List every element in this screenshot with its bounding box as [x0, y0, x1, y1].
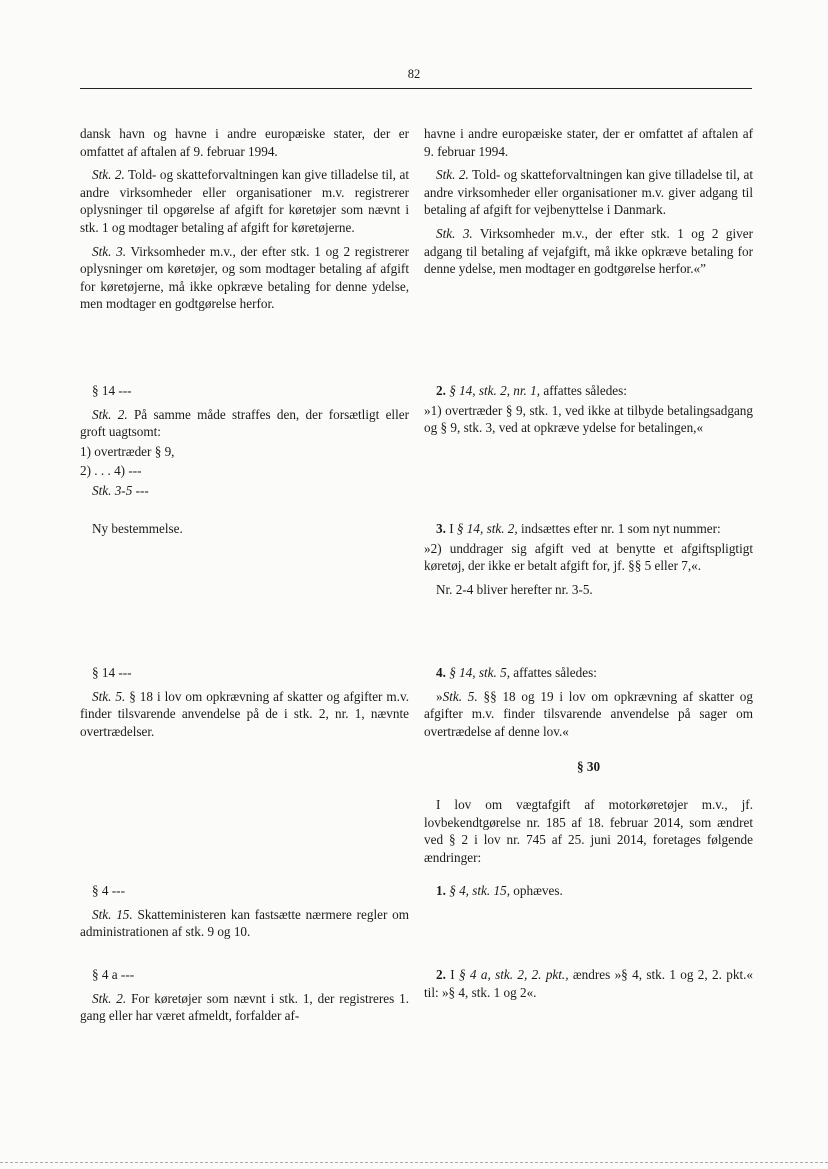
amendment-number: 2. — [436, 383, 446, 398]
left-paragraph-stk2 — [80, 166, 409, 236]
left-paragraph: Ny bestemmelse. — [92, 521, 183, 536]
right-paragraph: havne i andre europæiske stater, der er omfattet af aftalen af 9. februar 1994. — [424, 126, 753, 159]
paragraph-text: På samme måde straffes den, der forsætligt eller groft uagtsomt: — [80, 406, 410, 440]
right-paragraph-stk3 — [424, 225, 753, 278]
stk-label: Stk. 5. — [92, 688, 126, 704]
amendment-note: Nr. 2-4 bliver herefter nr. 3-5. — [436, 581, 593, 597]
amendment-number: 2. — [436, 967, 446, 982]
stk-label: Stk. 5. — [442, 688, 478, 704]
right-block-amendment-30-2 — [424, 966, 753, 1001]
paragraph-text: For køretøjer som nævnt i stk. 1, der registreres 1. gang eller har været afmeldt, forfalder af- — [80, 990, 409, 1024]
left-block-4a-stk2 — [80, 966, 409, 1025]
stk-label: Stk. 2. — [436, 167, 469, 183]
left-paragraph-stk3 — [80, 243, 409, 313]
right-block-amendment-3 — [424, 520, 753, 598]
stk-label: Stk. 2. — [92, 406, 128, 422]
left-block-4-stk15 — [80, 882, 409, 941]
amendment-quote: »1) overtræder § 9, stk. 1, ved ikke at tilbyde betalingsadgang og § 9, stk. 3, ved at opkræve ydelse for betalingen,« — [424, 402, 753, 436]
scan-bottom-edge — [0, 1162, 828, 1163]
stk-label: Stk. 2. — [92, 167, 125, 183]
amendment-quote — [424, 688, 753, 741]
right-block-amendment-2 — [424, 382, 753, 437]
provision-ref: § 4, stk. 15, — [449, 883, 510, 898]
left-paragraph — [80, 906, 409, 941]
amendment-instruction — [424, 382, 753, 400]
amendment-number: 3. — [436, 521, 446, 536]
provision-ref: § 14, stk. 2, nr. 1, — [449, 383, 541, 398]
instruction-prefix: I — [450, 967, 455, 982]
amendment-instruction — [424, 966, 753, 1001]
page-number: 82 — [407, 67, 421, 81]
instruction-text: affattes således: — [543, 383, 627, 398]
left-block-14-stk5 — [80, 664, 409, 740]
paragraph-text: §§ 18 og 19 i lov om opkrævning af skatter og afgifter m.v. finder tilsvarende anvendelse på sager om overtrædelse af denne lov.« — [424, 688, 753, 739]
paragraph-text: Told- og skatteforvaltningen kan give tilladelse til, at andre virksomheder eller organisationer m.v. giver adgang til betaling af afgift for vejbenyttelse i Danmark. — [424, 167, 753, 218]
left-block-14-stk2 — [80, 382, 409, 500]
header-rule — [80, 88, 752, 89]
stk-label: Stk. 3. — [436, 225, 473, 241]
section-ref: § 14 --- — [92, 665, 132, 680]
right-block-law-intro — [424, 796, 753, 866]
instruction-text: indsættes efter nr. 1 som nyt nummer: — [521, 521, 721, 536]
section-ref: § 4 --- — [92, 883, 125, 898]
list-item: 2) . . . 4) --- — [80, 463, 142, 479]
provision-ref: § 4 a, stk. 2, 2. pkt., — [458, 967, 569, 982]
stk-label: Stk. 15. — [92, 906, 133, 922]
amendment-number: 4. — [436, 665, 446, 680]
list-item: 1) overtræder § 9, — [80, 443, 175, 459]
provision-ref: § 14, stk. 5, — [449, 665, 510, 680]
amendment-instruction — [424, 520, 753, 538]
amendment-instruction — [424, 664, 753, 682]
instruction-text: ændres »§ 4, stk. 1 og 2, 2. pkt.« til: »§ 4, stk. 1 og 2«. — [424, 967, 754, 1000]
right-paragraph-stk2 — [424, 166, 753, 219]
right-block-intro — [424, 125, 753, 278]
section-ref: § 4 a --- — [92, 967, 135, 982]
paragraph-text: § 18 i lov om opkrævning af skatter og afgifter m.v. finder tilsvarende anvendelse på de i stk. 2, nr. 1, nævnte overtrædelser. — [80, 688, 409, 739]
left-paragraph — [80, 990, 409, 1025]
section-ref: § 14 --- — [92, 383, 132, 398]
stk-label: Stk. 2. — [92, 990, 127, 1006]
section-heading: § 30 — [576, 759, 601, 774]
amendment-number: 1. — [436, 883, 446, 898]
stk-label: Stk. 3-5 --- — [92, 482, 149, 498]
left-block-intro — [80, 125, 409, 313]
left-paragraph — [80, 406, 409, 441]
paragraph-text: Told- og skatteforvaltningen kan give tilladelse til, at andre virksomheder eller organisationer m.v. registrerer oplysninger til opgørelse af afgift for køretøjer som nævnt i stk. 1 og modtager betaling af afgift for køretøjerne. — [80, 167, 409, 235]
right-block-amendment-30-1 — [424, 882, 753, 900]
right-block-amendment-4 — [424, 664, 753, 740]
stk-label: Stk. 3. — [92, 243, 127, 259]
paragraph-text: Virksomheder m.v., der efter stk. 1 og 2 registrerer oplysninger om køretøjer, og som modtager betaling af afgift for køretøjerne, må ikke opkræve betaling for denne ydelse, men modtager en godtgørelse herfor. — [80, 243, 409, 312]
paragraph-text: Skatteministeren kan fastsætte nærmere regler om administrationen af stk. 9 og 10. — [80, 906, 409, 940]
left-paragraph: dansk havn og havne i andre europæiske stater, der er omfattet af aftalen af 9. februar 1994. — [80, 126, 409, 159]
amendment-quote: »2) unddrager sig afgift ved at benytte et afgiftspligtigt køretøj, der ikke er betalt afgift for, jf. §§ 5 eller 7,«. — [424, 540, 753, 574]
instruction-prefix: I — [449, 521, 454, 536]
right-paragraph: I lov om vægtafgift af motorkøretøjer m.v., jf. lovbekendtgørelse nr. 185 af 18. februar 2014, som ændret ved § 2 i lov nr. 745 af 25. juni 2014, foretages følgende ændringer: — [424, 797, 753, 865]
left-block-new-provision — [80, 520, 409, 538]
stk-range — [80, 482, 409, 500]
provision-ref: § 14, stk. 2, — [456, 521, 518, 536]
quote-open: » — [436, 688, 443, 704]
left-paragraph — [80, 688, 409, 741]
instruction-text: affattes således: — [513, 665, 597, 680]
paragraph-text: Virksomheder m.v., der efter stk. 1 og 2 giver adgang til betaling af vejafgift, må ikke opkræve betaling for denne ydelse, men modtager en godtgørelse herfor.«” — [424, 225, 753, 277]
amendment-instruction — [424, 882, 753, 900]
instruction-text: ophæves. — [513, 883, 563, 898]
